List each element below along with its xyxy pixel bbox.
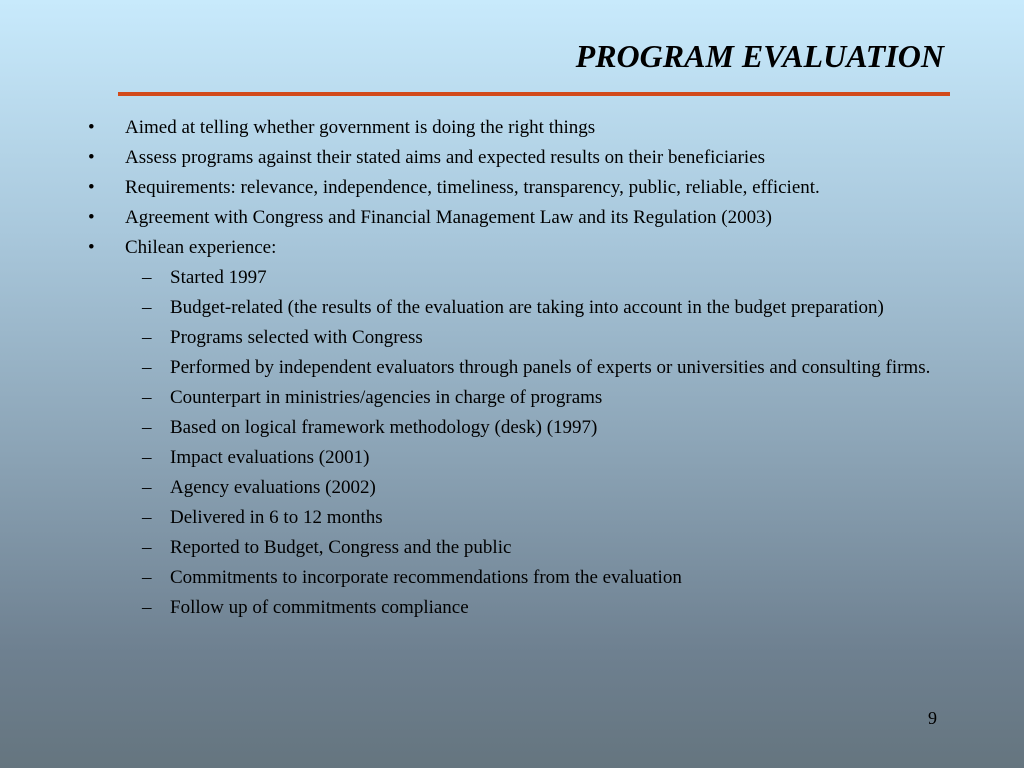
- slide-content: [88, 116, 948, 626]
- title-underline: [118, 92, 950, 96]
- sub-bullet-marker: –: [142, 297, 152, 318]
- sub-bullet-item: [88, 386, 948, 410]
- sub-bullet-text: Follow up of commitments compliance: [170, 597, 469, 618]
- sub-bullet-text: Budget-related (the results of the evaluation are taking into account in the budget preparation): [170, 297, 884, 318]
- sub-bullet-text: Performed by independent evaluators through panels of experts or universities and consulting firms.: [170, 357, 931, 378]
- bullet-item: [88, 206, 948, 230]
- bullet-item: [88, 236, 948, 260]
- sub-bullet-item: [88, 296, 948, 320]
- sub-bullet-item: [88, 446, 948, 470]
- sub-bullet-marker: –: [142, 447, 152, 468]
- slide-title: PROGRAM EVALUATION: [575, 38, 944, 74]
- sub-bullet-text: Reported to Budget, Congress and the public: [170, 537, 512, 558]
- sub-bullet-marker: –: [142, 417, 152, 438]
- bullet-item: [88, 176, 948, 200]
- sub-bullet-text: Agency evaluations (2002): [170, 477, 376, 498]
- bullet-marker: •: [88, 117, 95, 138]
- sub-bullet-text: Impact evaluations (2001): [170, 447, 370, 468]
- sub-bullet-item: [88, 476, 948, 500]
- sub-bullet-text: Counterpart in ministries/agencies in charge of programs: [170, 387, 603, 408]
- sub-bullet-marker: –: [142, 477, 152, 498]
- bullet-text: Aimed at telling whether government is doing the right things: [125, 117, 596, 138]
- bullet-text: Requirements: relevance, independence, timeliness, transparency, public, reliable, efficient.: [125, 177, 820, 198]
- sub-bullet-text: Based on logical framework methodology (desk) (1997): [170, 417, 598, 438]
- sub-bullet-text: Programs selected with Congress: [170, 327, 423, 348]
- sub-bullet-item: [88, 596, 948, 620]
- sub-bullet-marker: –: [142, 537, 152, 558]
- bullet-text: Assess programs against their stated aims and expected results on their beneficiaries: [125, 147, 765, 168]
- bullet-item: [88, 116, 948, 140]
- sub-bullet-text: Commitments to incorporate recommendations from the evaluation: [170, 567, 682, 588]
- bullet-marker: •: [88, 177, 95, 198]
- sub-bullet-item: [88, 326, 948, 350]
- sub-bullet-marker: –: [142, 597, 152, 618]
- bullet-marker: •: [88, 207, 95, 228]
- sub-bullet-marker: –: [142, 387, 152, 408]
- sub-bullet-marker: –: [142, 357, 152, 378]
- sub-bullet-marker: –: [142, 567, 152, 588]
- bullet-marker: •: [88, 237, 95, 258]
- sub-bullet-marker: –: [142, 507, 152, 528]
- bullet-item: [88, 146, 948, 170]
- sub-bullet-item: [88, 416, 948, 440]
- bullet-text: Agreement with Congress and Financial Management Law and its Regulation (2003): [125, 207, 772, 228]
- bullet-marker: •: [88, 147, 95, 168]
- bullet-text: Chilean experience:: [125, 237, 277, 258]
- sub-bullet-text: Started 1997: [170, 267, 267, 288]
- sub-bullet-item: [88, 506, 948, 530]
- page-number: 9: [928, 708, 937, 728]
- sub-bullet-text: Delivered in 6 to 12 months: [170, 507, 383, 528]
- sub-bullet-marker: –: [142, 327, 152, 348]
- sub-bullet-item: [88, 356, 948, 380]
- sub-bullet-item: [88, 536, 948, 560]
- sub-bullet-item: [88, 266, 948, 290]
- sub-bullet-marker: –: [142, 267, 152, 288]
- sub-bullet-item: [88, 566, 948, 590]
